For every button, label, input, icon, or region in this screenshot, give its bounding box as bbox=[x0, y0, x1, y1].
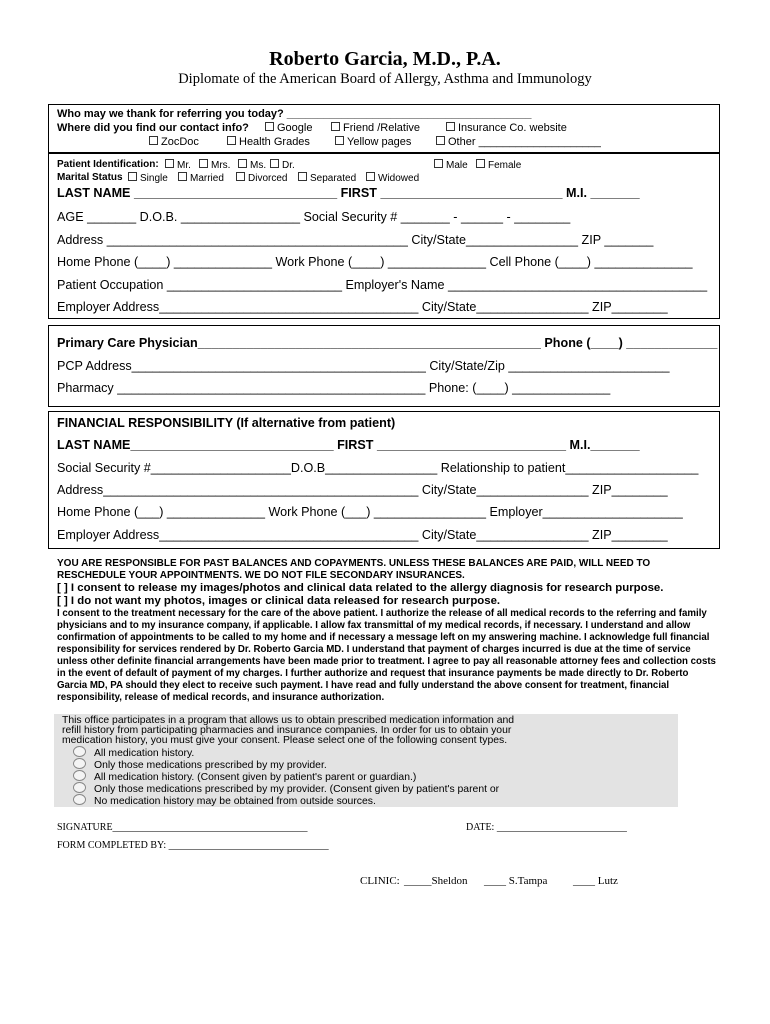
checkbox-icon[interactable] bbox=[298, 172, 307, 181]
financial-heading: FINANCIAL RESPONSIBILITY (If alternative from patient) bbox=[57, 416, 396, 430]
medication-intro-line-2: refill history from participating pharmacies and insurance companies. In order for us to obtain your bbox=[62, 725, 512, 736]
page-title: Roberto Garcia, M.D., P.A. bbox=[269, 48, 501, 70]
checkbox-icon[interactable] bbox=[436, 136, 445, 145]
consent-body: I consent to the treatment necessary for the care of the above patient. I authorize the release of all medical records to the referring and family physicians and to my insurance company, if applicable. I allow fax transmittal of my medical records, if necessary. I understand and allow confirmation of appointments to be called to my home and if necessary a message left on my answering machine. I acknowledge full financial responsibility for services rendered by Dr. Roberto Garcia MD. I understand that payment of charges incurred is due at the time of service unless other definite financial arrangements have been made prior to treatment. I agree to pay all reasonable attorney fees and collection costs in the event of default of payment of my charges. I further authorize and request that insurance payments be made directly to Dr. Roberto Garcia MD, PA should they elect to receive such payment. I have read and fully understand the above consent for treatment, financial responsibility, release of medical records, and insurance authorization. bbox=[57, 608, 716, 703]
balances-notice-line-2: RESCHEDULE YOUR APPOINTMENTS. WE DO NOT FILE SECONDARY INSURANCES. bbox=[57, 570, 465, 581]
option-separated[interactable]: Separated bbox=[298, 172, 356, 184]
patient-name-row[interactable]: LAST NAME _____________________________ FIRST __________________________ M.I. _______ bbox=[57, 186, 640, 200]
option-yellow-pages[interactable]: Yellow pages bbox=[335, 136, 411, 148]
pcp-address-row[interactable]: PCP Address__________________________________________ City/State/Zip _______________________ bbox=[57, 359, 670, 373]
checkbox-icon[interactable] bbox=[331, 122, 340, 131]
option-widowed[interactable]: Widowed bbox=[366, 172, 419, 184]
checkbox-icon[interactable] bbox=[199, 159, 208, 168]
checkbox-icon[interactable] bbox=[227, 136, 236, 145]
signature-field[interactable]: SIGNATURE_______________________________________ bbox=[57, 822, 308, 833]
financial-name-row[interactable]: LAST NAME_____________________________ FIRST ___________________________ M.I._______ bbox=[57, 438, 640, 452]
option-friend[interactable]: Friend /Relative bbox=[331, 122, 420, 134]
checkbox-icon[interactable] bbox=[165, 159, 174, 168]
option-mrs[interactable]: Mrs. bbox=[199, 159, 230, 171]
financial-ssn-row[interactable]: Social Security #____________________D.O.B________________ Relationship to patient___________________ bbox=[57, 461, 699, 475]
patient-occupation-row[interactable]: Patient Occupation _________________________ Employer's Name _____________________________________ bbox=[57, 278, 708, 292]
clinic-sheldon[interactable]: _____Sheldon bbox=[404, 875, 468, 887]
option-zocdoc[interactable]: ZocDoc bbox=[149, 136, 199, 148]
option-ms[interactable]: Ms. bbox=[238, 159, 266, 171]
option-married[interactable]: Married bbox=[178, 172, 224, 184]
checkbox-icon[interactable] bbox=[128, 172, 137, 181]
checkbox-icon[interactable] bbox=[476, 159, 485, 168]
radio-icon[interactable] bbox=[73, 794, 86, 805]
medication-option[interactable]: Only those medications prescribed by my provider. (Consent given by patient's parent or bbox=[73, 782, 499, 795]
research-consent-no[interactable]: [ ] I do not want my photos, images or clinical data released for research purpose. bbox=[57, 595, 501, 607]
checkbox-icon[interactable] bbox=[335, 136, 344, 145]
checkbox-icon[interactable] bbox=[265, 122, 274, 131]
option-insurance-website[interactable]: Insurance Co. website bbox=[446, 122, 567, 134]
patient-employer-row[interactable]: Employer Address_____________________________________ City/State________________ ZIP________ bbox=[57, 300, 668, 314]
pcp-row[interactable]: Primary Care Physician_________________________________________________ Phone (____) _____________ bbox=[57, 336, 718, 350]
referral-question[interactable]: Who may we thank for referring you today? ________________________________________ bbox=[57, 108, 532, 120]
radio-icon[interactable] bbox=[73, 746, 86, 757]
pharmacy-row[interactable]: Pharmacy ____________________________________________ Phone: (____) ______________ bbox=[57, 381, 611, 395]
research-consent-yes[interactable]: [ ] I consent to release my images/photos and clinical data related to the allergy diagnosis for research purpose. bbox=[57, 582, 664, 594]
patient-address-row[interactable]: Address ___________________________________________ City/State________________ ZIP _______ bbox=[57, 233, 654, 247]
patient-age-dob-ssn-row[interactable]: AGE _______ D.O.B. _________________ Social Security # _______ - ______ - ________ bbox=[57, 210, 571, 224]
financial-address-row[interactable]: Address_____________________________________________ City/State________________ ZIP________ bbox=[57, 483, 668, 497]
form-completed-by-field[interactable]: FORM COMPLETED BY: ________________________________ bbox=[57, 840, 329, 851]
option-other[interactable]: Other ____________________ bbox=[436, 136, 601, 148]
clinic-lutz[interactable]: ____ Lutz bbox=[573, 875, 618, 887]
checkbox-icon[interactable] bbox=[178, 172, 187, 181]
option-female[interactable]: Female bbox=[476, 159, 521, 171]
option-single[interactable]: Single bbox=[128, 172, 168, 184]
marital-status-label: Marital Status bbox=[57, 172, 123, 183]
medication-intro-line-3: medication history, you must give your consent. Please select one of the following consent types. bbox=[62, 735, 508, 746]
medication-option[interactable]: All medication history. (Consent given by patient's parent or guardian.) bbox=[73, 770, 416, 783]
checkbox-icon[interactable] bbox=[366, 172, 375, 181]
checkbox-icon[interactable] bbox=[446, 122, 455, 131]
contact-source-label: Where did you find our contact info? bbox=[57, 122, 249, 134]
radio-icon[interactable] bbox=[73, 770, 86, 781]
option-health-grades[interactable]: Health Grades bbox=[227, 136, 310, 148]
patient-phone-row[interactable]: Home Phone (____) ______________ Work Phone (____) ______________ Cell Phone (____) ______________ bbox=[57, 255, 693, 269]
medication-option[interactable]: All medication history. bbox=[73, 746, 194, 759]
clinic-label: CLINIC: bbox=[360, 875, 400, 887]
page-subtitle: Diplomate of the American Board of Allergy, Asthma and Immunology bbox=[178, 71, 592, 87]
option-divorced[interactable]: Divorced bbox=[236, 172, 287, 184]
medication-intro-line-1: This office participates in a program that allows us to obtain prescribed medication information and bbox=[62, 715, 515, 726]
financial-phone-row[interactable]: Home Phone (___) ______________ Work Phone (___) ________________ Employer____________________ bbox=[57, 505, 683, 519]
radio-icon[interactable] bbox=[73, 758, 86, 769]
checkbox-icon[interactable] bbox=[236, 172, 245, 181]
option-male[interactable]: Male bbox=[434, 159, 468, 171]
option-mr[interactable]: Mr. bbox=[165, 159, 191, 171]
clinic-s-tampa[interactable]: ____ S.Tampa bbox=[484, 875, 548, 887]
medication-option[interactable]: No medication history may be obtained from outside sources. bbox=[73, 794, 376, 807]
financial-employer-row[interactable]: Employer Address_____________________________________ City/State________________ ZIP________ bbox=[57, 528, 668, 542]
date-field[interactable]: DATE: __________________________ bbox=[466, 822, 627, 833]
patient-id-label: Patient Identification: bbox=[57, 159, 159, 170]
balances-notice-line-1: YOU ARE RESPONSIBLE FOR PAST BALANCES AND COPAYMENTS. UNLESS THESE BALANCES ARE PAID, WILL NEED TO bbox=[57, 558, 651, 569]
checkbox-icon[interactable] bbox=[434, 159, 443, 168]
checkbox-icon[interactable] bbox=[238, 159, 247, 168]
option-google[interactable]: Google bbox=[265, 122, 312, 134]
checkbox-icon[interactable] bbox=[149, 136, 158, 145]
radio-icon[interactable] bbox=[73, 782, 86, 793]
medication-option[interactable]: Only those medications prescribed by my provider. bbox=[73, 758, 327, 771]
checkbox-icon[interactable] bbox=[270, 159, 279, 168]
option-dr[interactable]: Dr. bbox=[270, 159, 295, 171]
